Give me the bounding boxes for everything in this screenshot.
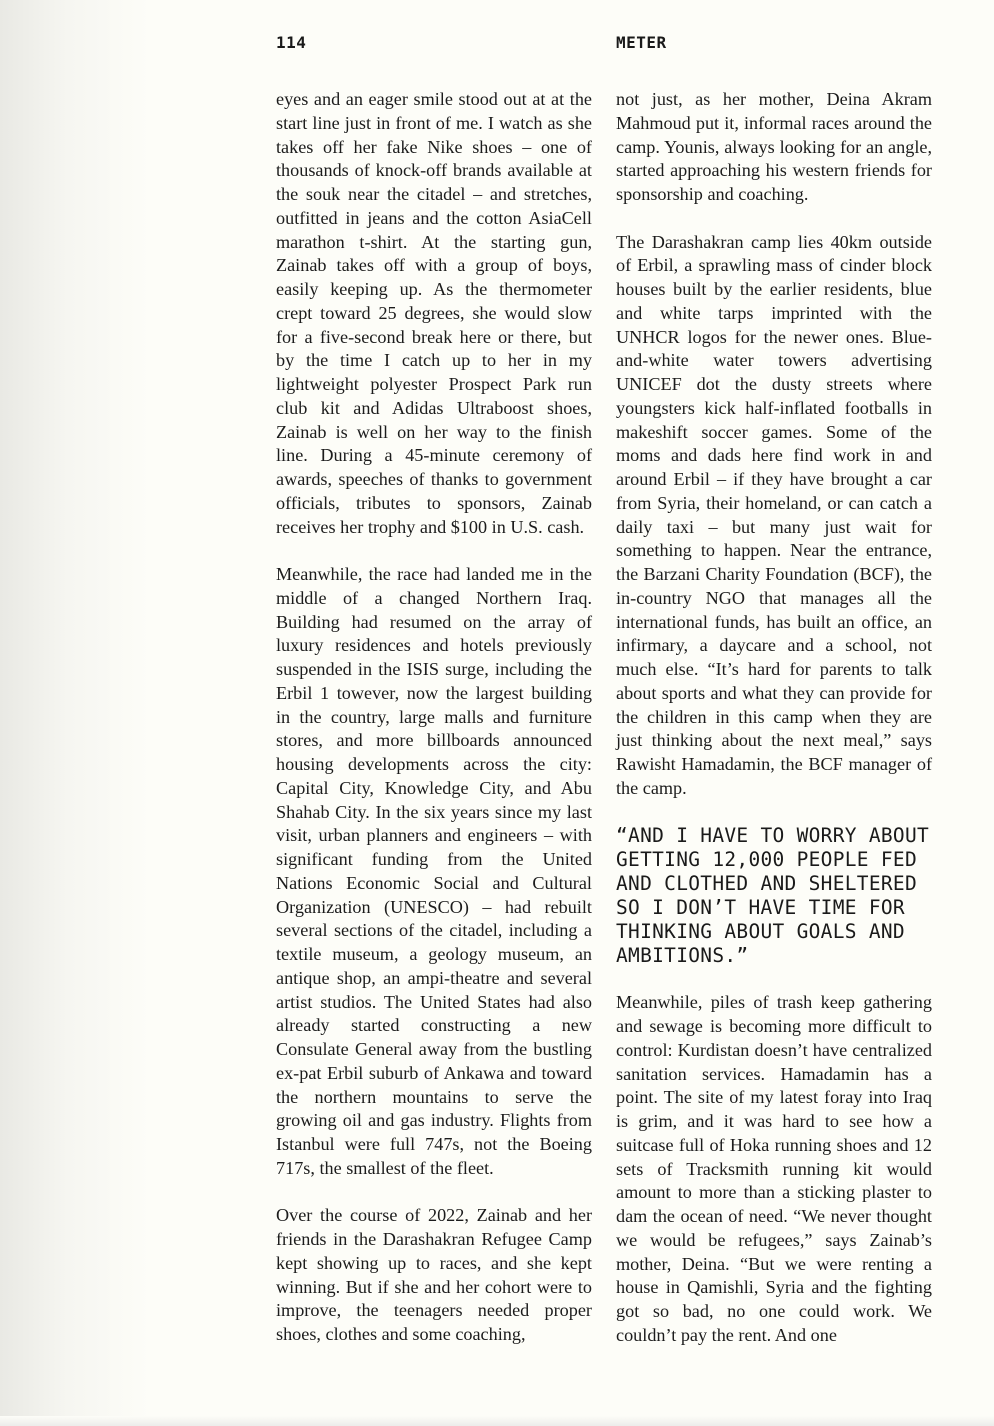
pull-quote: “AND I HAVE TO WORRY ABOUT GETTING 12,000 PEOPLE FED AND CLOTHED AND SHELTERED SO I DON’T HAVE TIME FOR THINKING ABOUT GOALS AND AMBITIONS.” [616, 824, 930, 968]
body-paragraph: Over the course of 2022, Zainab and her friends in the Darashakran Refugee Camp kept showing up to races, and she kept winning. But if she and her cohort were to improve, the teenagers needed proper shoes, clothes and some coaching, [276, 1205, 592, 1344]
body-paragraph: Meanwhile, piles of trash keep gathering and sewage is becoming more difficult to control: Kurdistan doesn’t have centralized sanitation services. Hamadamin has a point. The site of my latest foray into Iraq is grim, and it was hard to see how a suitcase full of Hoka running shoes and 12 sets of Tracksmith running kit would amount to more than a sticking plaster to dam the ocean of need. “We never thought we would be refugees,” says Zainab’s mother, Deina. “But we were renting a house in Qamishli, Syria and the fighting got so bad, no one could work. We couldn’t pay the rent. And one [616, 992, 932, 1345]
page-gutter-shadow [0, 0, 150, 1426]
body-paragraph: not just, as her mother, Deina Akram Mahmoud put it, informal races around the camp. Younis, always looking for an angle, started approaching his western friends for sponsorship and coaching. [616, 89, 932, 204]
page-number: 114 [276, 33, 307, 52]
left-column [276, 88, 592, 1371]
body-paragraph: Meanwhile, the race had landed me in the middle of a changed Northern Iraq. Building had resumed on the array of luxury residences and hotels previously suspended in the ISIS surge, including the Erbil 1 towever, now the largest building in the country, large malls and furniture stores, and more billboards announced housing developments across the city: Capital City, Knowledge City, and Abu Shahab City. In the six years since my last visit, urban planners and engineers – with significant funding from the United Nations Economic Social and Cultural Organization (UNESCO) – had rebuilt several sections of the citadel, including a textile museum, a geology museum, an antique shop, an ampi-theatre and several artist studios. The United States had also already started constructing a new Consulate General away from the bustling ex-pat Erbil suburb of Ankawa and toward the northern mountains to serve the growing oil and gas industry. Flights from Istanbul were full 747s, not the Boeing 717s, the smallest of the fleet. [276, 564, 592, 1178]
body-paragraph: The Darashakran camp lies 40km outside of Erbil, a sprawling mass of cinder block houses built by the earlier residents, blue and white tarps imprinted with the UNHCR logos for the newer ones. Blue-and-white water towers advertising UNICEF dot the dusty streets where youngsters kick half-inflated footballs in makeshift soccer games. Some of the moms and dads here find work in and around Erbil – if they have brought a car from Syria, their homeland, or can catch a daily taxi – but many just wait for something to happen. Near the entrance, the Barzani Charity Foundation (BCF), the in-country NGO that manages all the international funds, has built an office, an infirmary, a daycare and a school, not much else. “It’s hard for parents to talk about sports and what they can provide for the children in this camp when they are just thinking about the next meal,” says Rawisht Hamadamin, the BCF manager of the camp. [616, 231, 932, 798]
magazine-name: METER [616, 33, 667, 52]
page-bottom-shadow [0, 1416, 994, 1426]
right-column [616, 88, 932, 1371]
body-paragraph: eyes and an eager smile stood out at at the start line just in front of me. I watch as she takes off her fake Nike shoes – one of thousands of knock-off brands available at the souk near the citadel – and stretches, outfitted in jeans and the cotton AsiaCell marathon t-shirt. At the starting gun, Zainab takes off with a group of boys, easily keeping up. As the thermometer crept toward 25 degrees, she would slow for a five-second break here or there, but by the time I catch up to her in my lightweight polyester Prospect Park run club kit and Adidas Ultraboost shoes, Zainab is well on her way to the finish line. During a 45-minute ceremony of awards, speeches of thanks to government officials, tributes to sponsors, Zainab receives her trophy and $100 in U.S. cash. [276, 89, 592, 537]
